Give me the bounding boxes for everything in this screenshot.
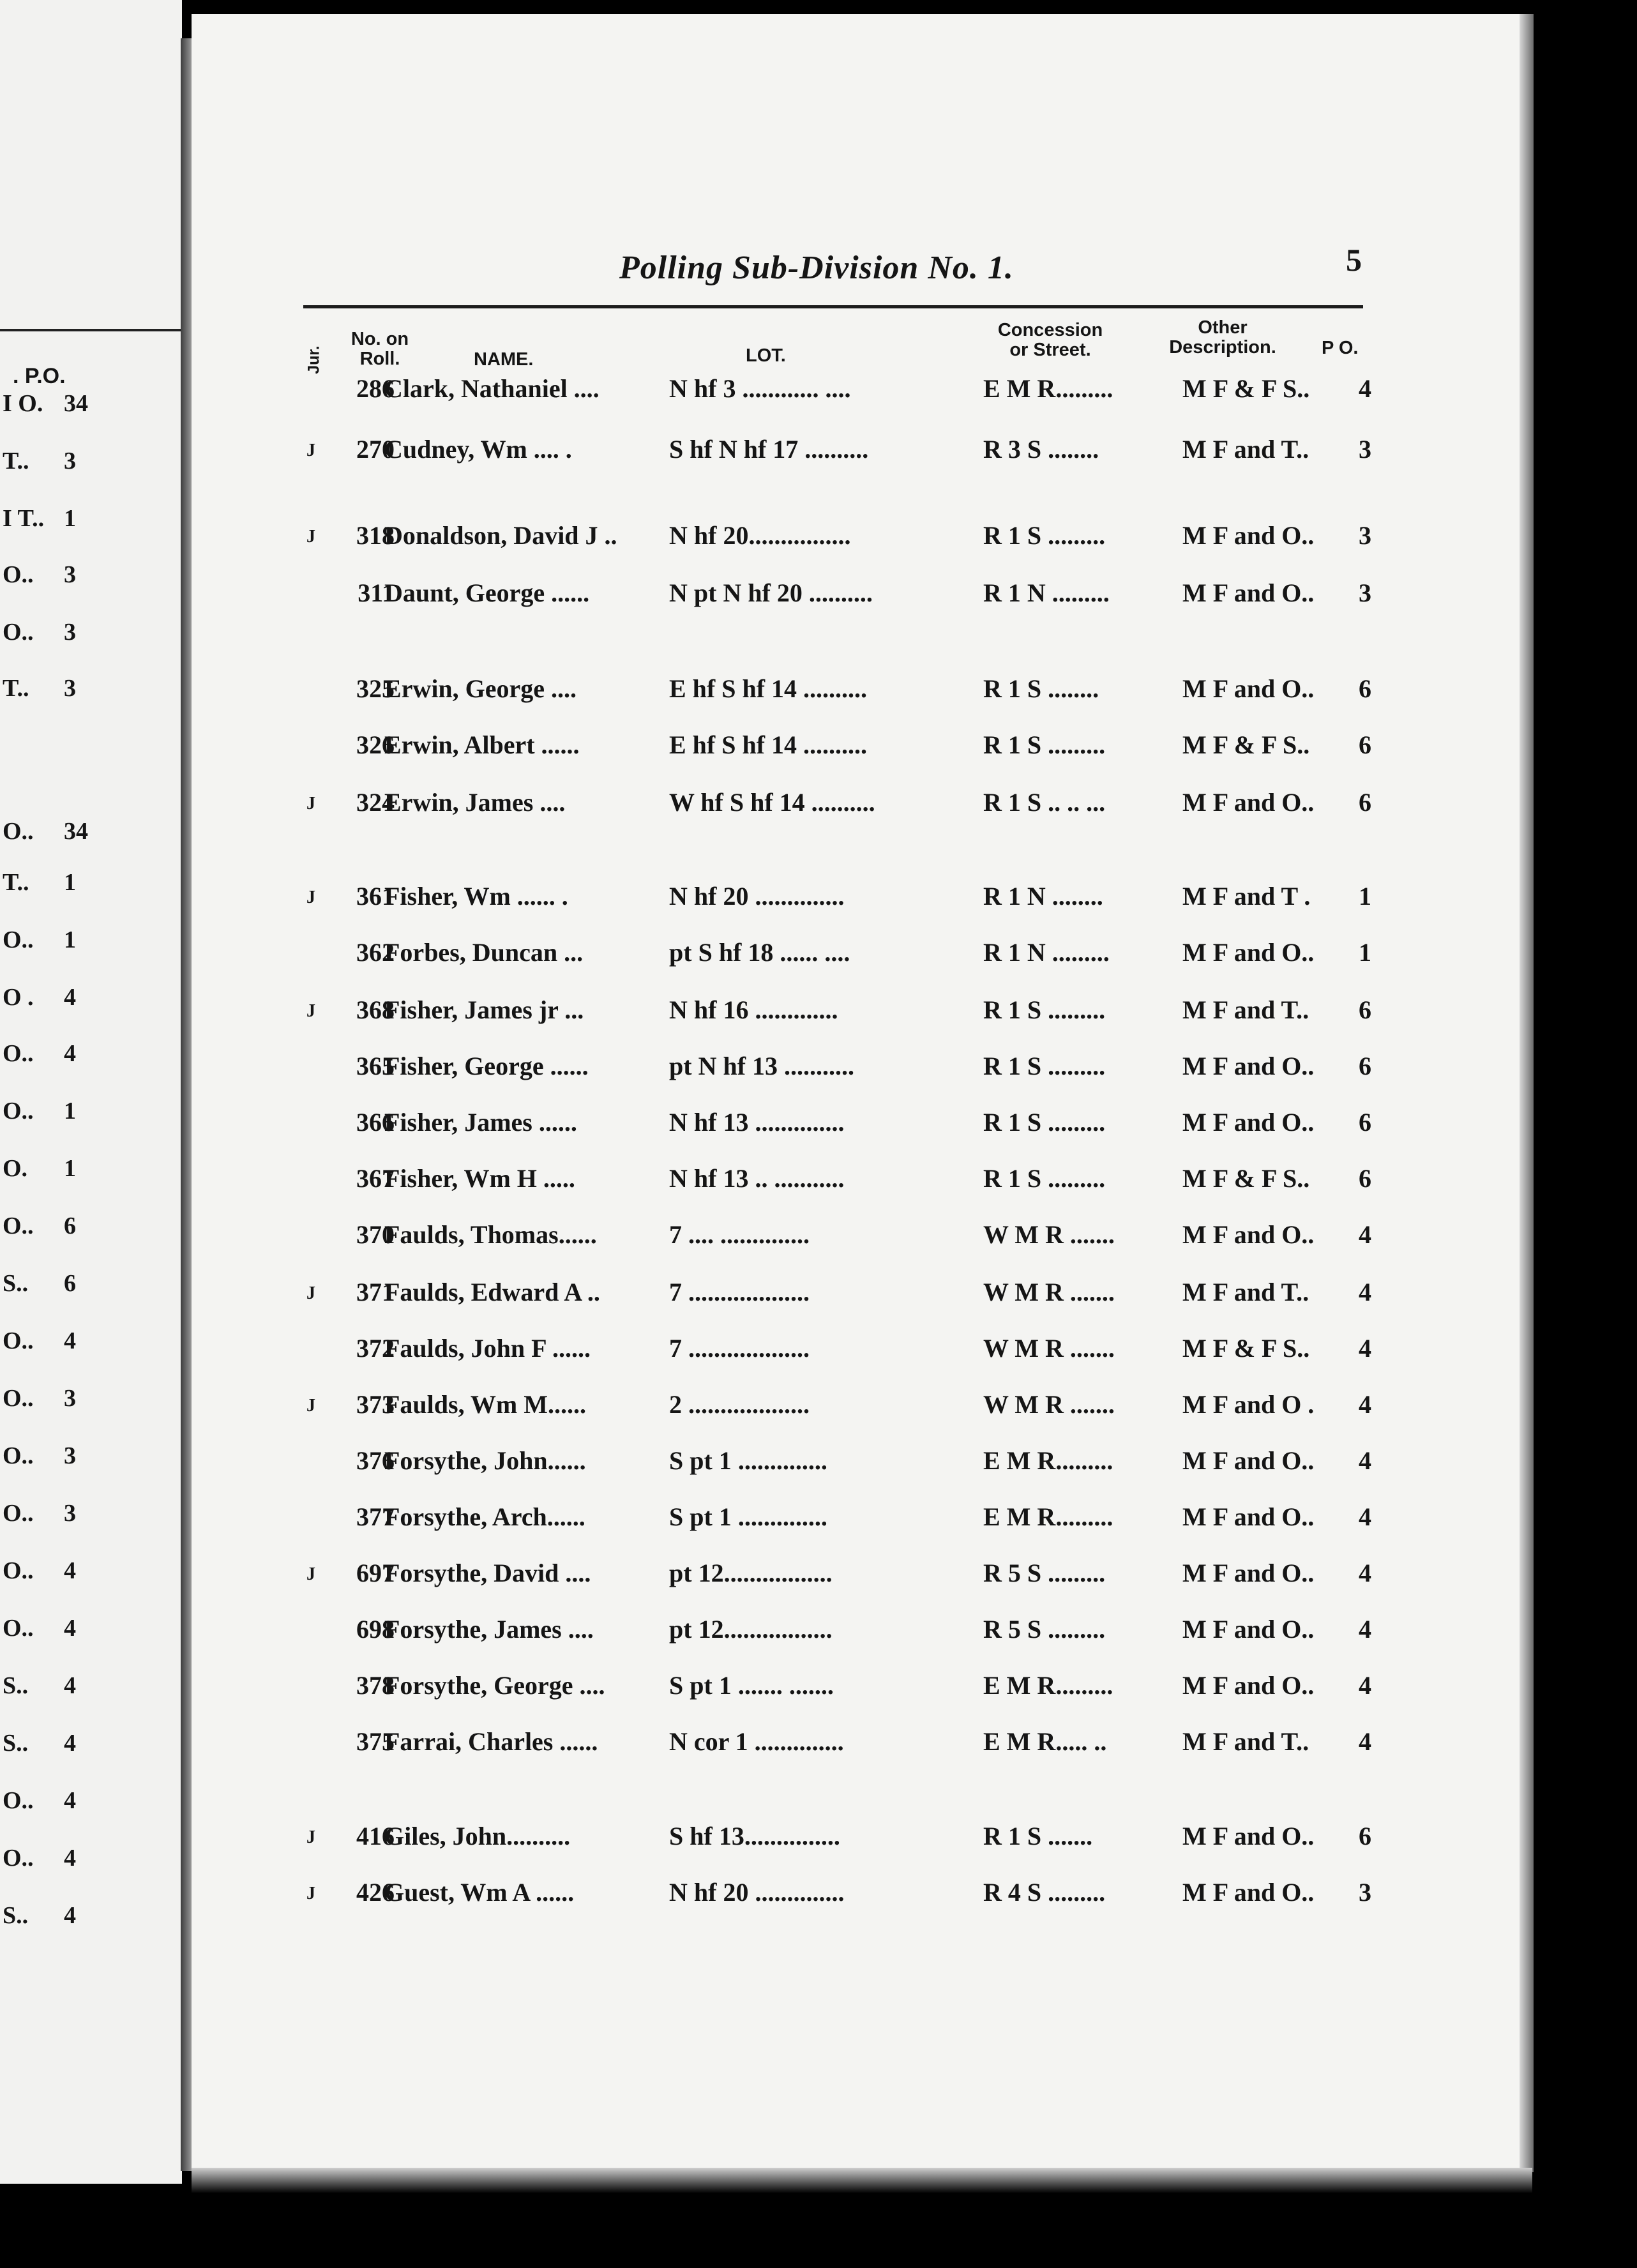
column-header-concession <box>983 321 1117 360</box>
column-header-jur: Jur. <box>305 345 323 374</box>
entry-name: Forbes, Duncan ... <box>384 938 584 967</box>
entry-description: M F and O.. <box>1182 1502 1315 1531</box>
entry-lot: 7 ................... <box>669 1334 810 1363</box>
entry-jurisdiction-mark: J <box>306 1001 315 1021</box>
entry-concession: E M R..... .. <box>983 1727 1107 1756</box>
voter-entry-row <box>0 1558 1637 1596</box>
entry-po: 6 <box>1359 995 1371 1024</box>
entry-concession: E M R......... <box>983 1671 1113 1700</box>
entry-concession: E M R......... <box>983 1446 1113 1475</box>
entry-name: Cudney, Wm .... . <box>384 435 572 464</box>
entry-name: Forsythe, John...... <box>384 1446 586 1475</box>
voter-entry-row <box>0 1727 1637 1765</box>
previous-page-entry-code: T.. <box>3 869 29 896</box>
entry-description: M F and O.. <box>1182 1615 1315 1644</box>
entry-name: Faulds, John F ...... <box>384 1334 591 1363</box>
entry-roll-number: 361 <box>356 882 395 911</box>
entry-description: M F & F S.. <box>1182 730 1310 759</box>
entry-name: Forsythe, George .... <box>384 1671 605 1700</box>
previous-page-entry-po: 4 <box>64 1730 76 1757</box>
voter-entry-row <box>0 1163 1637 1202</box>
column-header-po: P O. <box>1322 338 1359 358</box>
column-header-roll-line1: No. on <box>351 329 409 349</box>
entry-concession: R 1 S ......... <box>983 521 1106 550</box>
entry-lot: N cor 1 .............. <box>669 1727 844 1756</box>
entry-jurisdiction-mark: J <box>306 441 315 460</box>
entry-description: M F and T.. <box>1182 1727 1309 1756</box>
previous-page-po-header: . P.O. <box>13 364 66 388</box>
previous-page-entry-code: O.. <box>3 1845 34 1871</box>
previous-page-entry-code: O.. <box>3 1327 34 1354</box>
entry-concession: R 1 S ......... <box>983 1052 1106 1080</box>
entry-description: M F and O.. <box>1182 1878 1315 1907</box>
entry-roll-number: 416 <box>356 1822 395 1850</box>
previous-page-entry-po: 1 <box>64 1098 76 1124</box>
previous-page-entry-code: S.. <box>3 1270 29 1297</box>
running-head: Polling Sub-Division No. 1. <box>619 250 1014 286</box>
previous-page-entry-po: 4 <box>64 1557 76 1584</box>
entry-jurisdiction-mark: J <box>306 1396 315 1416</box>
voter-entry-row <box>0 730 1637 768</box>
column-header-roll <box>338 329 421 369</box>
previous-page-entry-code: O.. <box>3 1098 34 1124</box>
voter-entry-row <box>0 881 1637 919</box>
previous-page-entry-code: O.. <box>3 1040 34 1067</box>
voter-entry-row <box>0 937 1637 976</box>
entry-description: M F and T . <box>1182 882 1311 911</box>
voter-entry-row <box>0 434 1637 472</box>
column-header-other-line2: Description. <box>1169 337 1276 358</box>
entry-concession: R 1 S ......... <box>983 730 1106 759</box>
voter-entry-row <box>0 1333 1637 1372</box>
entry-roll-number: 366 <box>356 1108 395 1137</box>
voter-entry-row <box>0 1051 1637 1089</box>
entry-po: 6 <box>1359 1164 1371 1193</box>
previous-page-entry-code: O.. <box>3 1385 34 1412</box>
header-rule <box>303 305 1363 308</box>
entry-po: 3 <box>1359 578 1371 607</box>
entry-roll-number: 362 <box>356 938 395 967</box>
entry-po: 4 <box>1359 1390 1371 1419</box>
entry-po: 1 <box>1359 938 1371 967</box>
entry-name: Faulds, Wm M...... <box>384 1390 586 1419</box>
column-header-other-description <box>1156 318 1290 358</box>
previous-page-entry-code: T.. <box>3 448 29 474</box>
previous-page-entry-po: 4 <box>64 1327 76 1354</box>
entry-lot: N hf 13 .............. <box>669 1108 845 1137</box>
entry-concession: R 4 S ......... <box>983 1878 1106 1907</box>
entry-po: 4 <box>1359 1727 1371 1756</box>
entry-lot: N hf 20 .............. <box>669 882 845 911</box>
previous-page-entry-po: 1 <box>64 926 76 953</box>
entry-lot: pt N hf 13 ........... <box>669 1052 855 1080</box>
previous-page-rule <box>0 329 182 331</box>
entry-description: M F and O.. <box>1182 521 1315 550</box>
entry-concession: R 1 S ......... <box>983 1164 1106 1193</box>
entry-po: 4 <box>1359 1671 1371 1700</box>
entry-jurisdiction-mark: J <box>306 888 315 907</box>
entry-concession: R 1 N ......... <box>983 578 1110 607</box>
entry-roll-number: 373 <box>356 1390 395 1419</box>
entry-lot: E hf S hf 14 .......... <box>669 674 868 703</box>
previous-page-entry-po: 1 <box>64 505 76 532</box>
entry-jurisdiction-mark: J <box>306 1884 315 1903</box>
entry-description: M F and O.. <box>1182 1822 1315 1850</box>
entry-lot: S pt 1 .............. <box>669 1446 827 1475</box>
entry-roll-number: 367 <box>356 1164 395 1193</box>
entry-concession: R 1 N ......... <box>983 938 1110 967</box>
entry-roll-number: 697 <box>356 1559 395 1587</box>
previous-page-entry-code: T.. <box>3 675 29 702</box>
previous-page-entry-po: 34 <box>64 818 88 845</box>
previous-page-entry-code: O.. <box>3 1615 34 1642</box>
entry-concession: R 1 S ........ <box>983 674 1099 703</box>
entry-concession: W M R ....... <box>983 1220 1115 1249</box>
entry-po: 1 <box>1359 882 1371 911</box>
column-header-concession-line1: Concession <box>997 320 1103 340</box>
entry-roll-number: 325 <box>356 674 395 703</box>
entry-lot: pt 12................. <box>669 1559 833 1587</box>
previous-page-entry-po: 6 <box>64 1270 76 1297</box>
entry-description: M F and T.. <box>1182 1278 1309 1306</box>
entry-concession: W M R ....... <box>983 1390 1115 1419</box>
entry-name: Erwin, James .... <box>384 788 566 817</box>
entry-po: 6 <box>1359 1108 1371 1137</box>
previous-page-entry-po: 1 <box>64 1155 76 1182</box>
voter-entry-row <box>0 1821 1637 1859</box>
entry-po: 4 <box>1359 1502 1371 1531</box>
previous-page-entry-po: 1 <box>64 869 76 896</box>
previous-page-entry-po: 4 <box>64 1787 76 1814</box>
entry-description: M F and O . <box>1182 1390 1315 1419</box>
page-number: 5 <box>1346 242 1362 278</box>
entry-roll-number: 311 <box>358 578 395 607</box>
entry-concession: R 1 S .. .. ... <box>983 788 1106 817</box>
entry-roll-number: 371 <box>356 1278 395 1306</box>
entry-po: 4 <box>1359 1615 1371 1644</box>
voter-entry-row <box>0 674 1637 712</box>
entry-roll-number: 370 <box>356 1220 395 1249</box>
entry-roll-number: 324 <box>356 788 395 817</box>
entry-name: Fisher, Wm ...... . <box>384 882 568 911</box>
page-bottom-shadow <box>192 2168 1532 2193</box>
voter-entry-row <box>0 1877 1637 1916</box>
entry-concession: R 5 S ......... <box>983 1615 1106 1644</box>
previous-page-entry-po: 3 <box>64 1442 76 1469</box>
entry-name: Fisher, James ...... <box>384 1108 577 1137</box>
entry-name: Donaldson, David J .. <box>384 521 617 550</box>
entry-lot: N pt N hf 20 .......... <box>669 578 873 607</box>
previous-page-entry-code: O.. <box>3 818 34 845</box>
previous-page-entry-po: 6 <box>64 1213 76 1239</box>
entry-description: M F and O.. <box>1182 938 1315 967</box>
entry-roll-number: 426 <box>356 1878 395 1907</box>
previous-page-entry-code: S.. <box>3 1730 29 1757</box>
entry-lot: S hf 13............... <box>669 1822 840 1850</box>
entry-name: Erwin, George .... <box>384 674 577 703</box>
previous-page-entry-code: O.. <box>3 1787 34 1814</box>
entry-name: Faulds, Thomas...... <box>384 1220 597 1249</box>
entry-name: Forsythe, David .... <box>384 1559 591 1587</box>
entry-name: Farrai, Charles ...... <box>384 1727 598 1756</box>
entry-roll-number: 365 <box>356 1052 395 1080</box>
entry-po: 3 <box>1359 1878 1371 1907</box>
previous-page-entry-code: O.. <box>3 619 34 646</box>
column-header-concession-line2: or Street. <box>1009 340 1091 360</box>
entry-description: M F & F S.. <box>1182 1164 1310 1193</box>
entry-name: Daunt, George ...... <box>384 578 590 607</box>
entry-po: 6 <box>1359 674 1371 703</box>
previous-page-entry-po: 3 <box>64 561 76 588</box>
entry-po: 3 <box>1359 521 1371 550</box>
previous-page-entry-po: 4 <box>64 1615 76 1642</box>
previous-page-entry-code: O.. <box>3 926 34 953</box>
voter-entry-row <box>0 578 1637 616</box>
entry-po: 4 <box>1359 1278 1371 1306</box>
previous-page-entry-po: 4 <box>64 1672 76 1699</box>
previous-page-entry-po: 34 <box>64 390 88 417</box>
previous-page-entry <box>0 1787 182 1818</box>
entry-name: Giles, John.......... <box>384 1822 571 1850</box>
entry-roll-number: 270 <box>356 435 395 464</box>
entry-roll-number: 368 <box>356 995 395 1024</box>
entry-lot: pt 12................. <box>669 1615 833 1644</box>
column-header-name: NAME. <box>474 349 534 370</box>
entry-description: M F and O.. <box>1182 674 1315 703</box>
entry-concession: R 1 S ......... <box>983 1108 1106 1137</box>
entry-lot: N hf 3 ............ .... <box>669 374 851 403</box>
entry-roll-number: 377 <box>356 1502 395 1531</box>
entry-lot: N hf 13 .. ........... <box>669 1164 845 1193</box>
entry-concession: R 5 S ......... <box>983 1559 1106 1587</box>
entry-lot: N hf 16 ............. <box>669 995 838 1024</box>
entry-concession: R 3 S ........ <box>983 435 1099 464</box>
entry-roll-number: 376 <box>356 1446 395 1475</box>
previous-page-entry-po: 4 <box>64 984 76 1011</box>
previous-page-entry-po: 3 <box>64 448 76 474</box>
entry-description: M F & F S.. <box>1182 1334 1310 1363</box>
entry-lot: E hf S hf 14 .......... <box>669 730 868 759</box>
entry-jurisdiction-mark: J <box>306 1564 315 1584</box>
previous-page-entry-code: O.. <box>3 561 34 588</box>
entry-name: Fisher, Wm H ..... <box>384 1164 575 1193</box>
entry-roll-number: 378 <box>356 1671 395 1700</box>
voter-entry-row <box>0 1389 1637 1428</box>
entry-po: 6 <box>1359 730 1371 759</box>
previous-page-entry-code: O.. <box>3 1442 34 1469</box>
entry-concession: R 1 S ......... <box>983 995 1106 1024</box>
entry-po: 4 <box>1359 1446 1371 1475</box>
previous-page-entry-po: 4 <box>64 1902 76 1929</box>
entry-roll-number: 698 <box>356 1615 395 1644</box>
entry-name: Forsythe, Arch...... <box>384 1502 585 1531</box>
entry-jurisdiction-mark: J <box>306 527 315 547</box>
entry-description: M F and O.. <box>1182 1559 1315 1587</box>
entry-description: M F and O.. <box>1182 1052 1315 1080</box>
previous-page-entry-code: O . <box>3 984 34 1011</box>
voter-entry-row <box>0 1107 1637 1145</box>
previous-page-entry-code: O.. <box>3 1557 34 1584</box>
previous-page-entry-po: 4 <box>64 1845 76 1871</box>
entry-description: M F and T.. <box>1182 995 1309 1024</box>
entry-po: 4 <box>1359 1559 1371 1587</box>
previous-page-entry-po: 3 <box>64 619 76 646</box>
entry-concession: W M R ....... <box>983 1334 1115 1363</box>
entry-concession: R 1 N ........ <box>983 882 1103 911</box>
entry-lot: W hf S hf 14 .......... <box>669 788 875 817</box>
previous-page-entry-po: 3 <box>64 675 76 702</box>
entry-name: Fisher, James jr ... <box>384 995 584 1024</box>
entry-lot: S pt 1 .............. <box>669 1502 827 1531</box>
entry-name: Faulds, Edward A .. <box>384 1278 600 1306</box>
voter-entry-row <box>0 520 1637 559</box>
entry-concession: E M R......... <box>983 1502 1113 1531</box>
entry-lot: 2 ................... <box>669 1390 810 1419</box>
entry-po: 4 <box>1359 1220 1371 1249</box>
previous-page-entry-code: I T.. <box>3 505 45 532</box>
voter-entry-row <box>0 1670 1637 1709</box>
voter-entry-row <box>0 1502 1637 1540</box>
entry-lot: pt S hf 18 ...... .... <box>669 938 850 967</box>
entry-po: 3 <box>1359 435 1371 464</box>
previous-page-entry-code: S.. <box>3 1672 29 1699</box>
entry-roll-number: 372 <box>356 1334 395 1363</box>
entry-lot: S pt 1 ....... ....... <box>669 1671 834 1700</box>
previous-page-entry-code: S.. <box>3 1902 29 1929</box>
previous-page-entry-code: O.. <box>3 1213 34 1239</box>
previous-page-entry-po: 3 <box>64 1385 76 1412</box>
previous-page-entry-po: 3 <box>64 1500 76 1527</box>
voter-entry-row <box>0 995 1637 1033</box>
entry-lot: 7 ................... <box>669 1278 810 1306</box>
entry-po: 6 <box>1359 1822 1371 1850</box>
entry-roll-number: 318 <box>356 521 395 550</box>
previous-page-entry <box>0 618 182 650</box>
voter-entry-row <box>0 1614 1637 1652</box>
entry-po: 4 <box>1359 374 1371 403</box>
entry-concession: R 1 S ....... <box>983 1822 1093 1850</box>
entry-roll-number: 375 <box>356 1727 395 1756</box>
entry-description: M F and O.. <box>1182 578 1315 607</box>
entry-description: M F and O.. <box>1182 788 1315 817</box>
entry-name: Erwin, Albert ...... <box>384 730 580 759</box>
voter-entry-row <box>0 374 1637 412</box>
previous-page-entry-po: 4 <box>64 1040 76 1067</box>
entry-jurisdiction-mark: J <box>306 1827 315 1847</box>
voter-entry-row <box>0 1220 1637 1258</box>
column-header-roll-line2: Roll. <box>359 349 400 369</box>
entry-description: M F and T.. <box>1182 435 1309 464</box>
entry-po: 6 <box>1359 788 1371 817</box>
column-header-lot: LOT. <box>746 345 786 366</box>
entry-description: M F and O.. <box>1182 1220 1315 1249</box>
previous-page-entry-code: I O. <box>3 390 43 417</box>
entry-lot: N hf 20 .............. <box>669 1878 845 1907</box>
previous-page-entry-code: O.. <box>3 1500 34 1527</box>
entry-concession: E M R......... <box>983 374 1113 403</box>
entry-name: Clark, Nathaniel .... <box>384 374 600 403</box>
entry-concession: W M R ....... <box>983 1278 1115 1306</box>
column-header-other-line1: Other <box>1198 317 1248 338</box>
entry-description: M F & F S.. <box>1182 374 1310 403</box>
entry-jurisdiction-mark: J <box>306 1283 315 1303</box>
entry-lot: 7 .... .............. <box>669 1220 810 1249</box>
previous-page-entry-code: O. <box>3 1155 28 1182</box>
entry-name: Guest, Wm A ...... <box>384 1878 575 1907</box>
entry-lot: N hf 20................ <box>669 521 851 550</box>
entry-description: M F and O.. <box>1182 1671 1315 1700</box>
entry-description: M F and O.. <box>1182 1446 1315 1475</box>
entry-lot: S hf N hf 17 .......... <box>669 435 869 464</box>
entry-roll-number: 326 <box>356 730 395 759</box>
voter-entry-row <box>0 787 1637 826</box>
entry-po: 4 <box>1359 1334 1371 1363</box>
entry-roll-number: 286 <box>356 374 395 403</box>
entry-name: Fisher, George ...... <box>384 1052 589 1080</box>
entry-name: Forsythe, James .... <box>384 1615 594 1644</box>
voter-entry-row <box>0 1446 1637 1484</box>
voter-entry-row <box>0 1277 1637 1315</box>
entry-po: 6 <box>1359 1052 1371 1080</box>
entry-jurisdiction-mark: J <box>306 794 315 813</box>
entry-description: M F and O.. <box>1182 1108 1315 1137</box>
